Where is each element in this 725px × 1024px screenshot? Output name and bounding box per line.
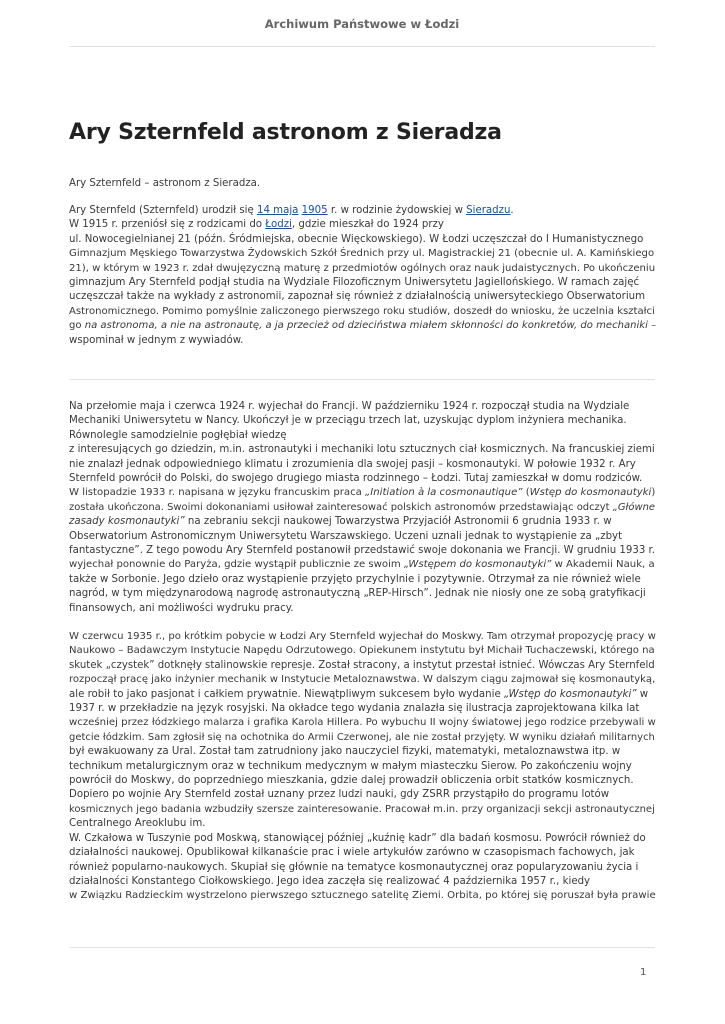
text-line	[69, 486, 655, 500]
text-line: uczęszczał także na wykłady z astronomii, zapoznał się również z działalnością uniwersyteckiego Obserwatorium	[69, 291, 646, 303]
section-2	[69, 400, 655, 616]
paragraph	[69, 204, 655, 348]
text-line: Mechaniki Uniwersytetu w Nancy. Ukończył je w przeciągu trzech lat, uzyskując dyplom inżyniera mechanika.	[69, 415, 627, 427]
paragraph	[69, 400, 655, 616]
text: Ary Sternfeld (Szternfeld) urodził się	[69, 205, 257, 216]
text-line: finansowych, ani możliwości wydruku pracy.	[69, 602, 294, 614]
paragraph	[69, 630, 655, 904]
text-line: ul. Nowocegielnianej 21 (późn. Śródmiejska, obecnie Więckowskiego). W Łodzi uczęszczał do I Humanistycznego	[69, 233, 644, 245]
text-line: także w Sorbonie. Jego dzieło oraz wystąpienie przyjęto przychylnie i pozytywnie. Otrzymał za nie również wiele	[69, 573, 641, 585]
text-line	[69, 204, 655, 218]
footer-divider	[69, 947, 655, 948]
archive-header: Archiwum Państwowe w Łodzi	[264, 17, 460, 31]
title-italic: Wstęp do kosmonautyki	[529, 487, 652, 499]
title-italic: „Initiation à la cosmonautique”	[365, 487, 523, 499]
text-line: technikum metalurgicznym oraz w technikum medycznym w małym miasteczku Sierow. Po zakończeniu wojny	[69, 760, 632, 772]
section-divider	[69, 379, 655, 380]
text-line: również popularno-naukowych. Skupiał się głównie na tematyce kosmonautycznej oraz popularyzowaniu życia i	[69, 861, 639, 873]
text-line: W. Czkałowa w Tuszynie pod Moskwą, stanowiącej później „kuźnię kadr” dla badań kosmosu. Powrócił również do	[69, 832, 646, 844]
text-line: fantastyczne”. Z tego powodu Ary Sternfeld postanowił przedstawić swoje dokonania we Francji. W grudniu 1933 r.	[69, 545, 656, 557]
title-italic: „Wstępem do kosmonautyki”	[403, 559, 552, 571]
text-line: działalności Konstantego Ciołkowskiego. Jego idea zaczęła się realizować 4 października 1957 r., kiedy	[69, 875, 591, 887]
text-line: W czerwcu 1935 r., po krótkim pobycie w Łodzi Ary Sternfeld wyjechał do Moskwy. Tam otrzymał propozycję pracy w	[69, 631, 656, 642]
page-number: 1	[640, 967, 647, 978]
text-line: Na przełomie maja i czerwca 1924 r. wyjechał do Francji. W październiku 1924 r. rozpoczął studia na Wydziale	[69, 401, 630, 412]
text-line: skutek „czystek” dotknęły stalinowskie represje. Został stracony, a instytut przestał istnieć. Wówczas Ary Sternfeld	[69, 659, 655, 671]
text-line	[69, 688, 655, 702]
intro-paragraph	[69, 177, 655, 191]
intro-text: Ary Szternfeld – astronom z Sieradza.	[69, 178, 261, 189]
text-line: Gimnazjum Męskiego Towarzystwa Żydowskich Szkół Średnich przy ul. Magistrackiej 21 (obecnie ul. A. Kamińskiego	[69, 248, 655, 260]
text-line: nagród, w tym międzynarodową nagrodę astronautyczną „REP-Hirsch”. Jednak nie niosły one ze sobą gratyfikacji	[69, 588, 646, 600]
text: została ukończona. Swoimi dokonaniami usiłował zainteresować polskich astronomów przedstawiając odczyt	[69, 501, 613, 513]
text: )	[651, 487, 656, 499]
title-italic: „Główne	[612, 501, 656, 513]
title-italic: zasady kosmonautyki”	[69, 516, 185, 528]
text-line: Naukowo – Badawczym Instytucie Napędu Odrzutowego. Opiekunem instytutu był Michaił Tuchaczewski, którego na	[69, 645, 655, 657]
text-line: 21), w którym w 1923 r. zdał dwujęzyczną maturę z przedmiotów ogólnych oraz nauk judaistycznych. Po ukończeniu	[69, 262, 656, 274]
text-line	[69, 218, 655, 232]
text-line	[69, 319, 655, 333]
link-lodz[interactable]: Łodzi	[265, 219, 292, 231]
text-line: działalności naukowej. Opublikował kilkanaście prac i wiele artykułów zarówno w czasopismach fachowych, jak	[69, 847, 635, 859]
page-title: Ary Szternfeld astronom z Sieradza	[69, 120, 502, 145]
text: , gdzie mieszkał do 1924 przy	[291, 219, 444, 231]
text-line: nie znalazł jednak odpowiedniego klimatu i zrozumienia dla swojej pasji – kosmonautyki. W połowie 1932 r. Ary	[69, 458, 636, 470]
text-line: z interesujących go dziedzin, m.in. astronautyki i mechaniki lotu sztucznych ciał kosmicznych. Na francuskiej ziemi	[69, 444, 655, 456]
text-line: getcie łódzkim. Sam zgłosił się na ochotnika do Armii Czerwonej, ale nie został przyjęty. W wyniku działań militarnych	[69, 731, 655, 743]
text-line: rozpoczął pracę jako inżynier mechanik w Instytucie Metaloznawstwa. W dalszym ciągu zajmował się kosmonautyką,	[69, 674, 656, 686]
text-line: 1937 r. w przekładzie na język rosyjski. Na okładce tego wydania znalazła się ilustracja zaprojektowana kilka lat	[69, 703, 640, 715]
text-line: był ewakuowany za Ural. Został tam zatrudniony jako nauczyciel fizyki, matematyki, metaloznawstwa itp. w	[69, 746, 621, 758]
text-line: Obserwatorium Astronomicznym Uniwersytetu Warszawskiego. Uczeni uznali jednak to wystąpienie za „zbyt	[69, 530, 623, 542]
text: ale robił to jako pasjonat i całkiem prywatnie. Niewątpliwym sukcesem było wydanie	[69, 688, 504, 700]
text: .	[510, 205, 514, 216]
text-line: kosmicznych jego badania wzbudziły szersze zainteresowanie. Pracował m.in. przy organizacji sekcji astronautycznej	[69, 803, 655, 815]
section-1	[69, 204, 655, 348]
text-line: wcześniej przez łódzkiego malarza i grafika Karola Hillera. Po wybuchu II wojny światowej jego rodzice przebywali w	[69, 717, 656, 729]
text-line	[69, 515, 655, 529]
text: r. w rodzinie żydowskiej w	[327, 205, 467, 216]
text: W 1915 r. przeniósł się z rodzicami do	[69, 219, 266, 231]
text-line: Sternfeld powrócił do Polski, do swojego drugiego miasta rodzinnego – Łodzi. Tutaj zamieszkał w domu rodziców.	[69, 473, 643, 485]
link-sieradz[interactable]: Sieradzu	[466, 205, 511, 216]
section-3	[69, 630, 655, 904]
text-line	[69, 558, 655, 572]
link-birth-date[interactable]: 14 maja	[256, 205, 299, 216]
link-birth-year[interactable]: 1905	[301, 205, 328, 216]
quote-italic: na astronoma, a nie na astronautę, a ja przecież od dzieciństwa miałem skłonności do konkretów, do mechaniki –	[84, 320, 657, 332]
text-line: gimnazjum Ary Sternfeld podjął studia na Wydziale Filozoficznym Uniwersytetu Jagiellońskiego. W ramach zajęć	[69, 277, 640, 289]
text-line: wspominał w jednym z wywiadów.	[69, 334, 244, 346]
text-line: Astronomicznego. Pomimo pomyślnie zaliczonego pierwszego roku studiów, doszedł do wniosku, że uczelnia kształci	[69, 305, 655, 317]
text: go	[69, 320, 85, 332]
text: na zebraniu sekcji naukowej Towarzystwa Przyjaciół Astronomii 6 grudnia 1933 r. w	[184, 516, 612, 528]
text-line: w Związku Radzieckim wystrzelono pierwszego sztucznego satelitę Ziemi. Orbita, po której się poruszał była prawie	[69, 890, 656, 902]
text: w	[636, 688, 649, 700]
text: w Akademii Nauk, a	[551, 559, 655, 571]
header-divider	[69, 46, 655, 47]
text: (	[522, 487, 530, 499]
text: wyjechał ponownie do Paryża, gdzie wystąpił publicznie ze swoim	[69, 559, 404, 571]
text: W listopadzie 1933 r. napisana w języku francuskim praca	[69, 487, 366, 499]
text-line	[69, 501, 655, 515]
text-line: Dopiero po wojnie Ary Sternfeld został uznany przez ludzi nauki, gdy ZSRR przystąpiło do programu lotów	[69, 789, 610, 801]
title-italic: „Wstęp do kosmonautyki”	[503, 688, 637, 700]
text-line: Centralnego Areoklubu im.	[69, 818, 206, 830]
text-line: powrócił do Moskwy, do poprzedniego mieszkania, gdzie dalej prowadził obliczenia orbit statków kosmicznych.	[69, 775, 634, 787]
text-line: Równolegle samodzielnie pogłębiał wiedzę	[69, 429, 287, 441]
